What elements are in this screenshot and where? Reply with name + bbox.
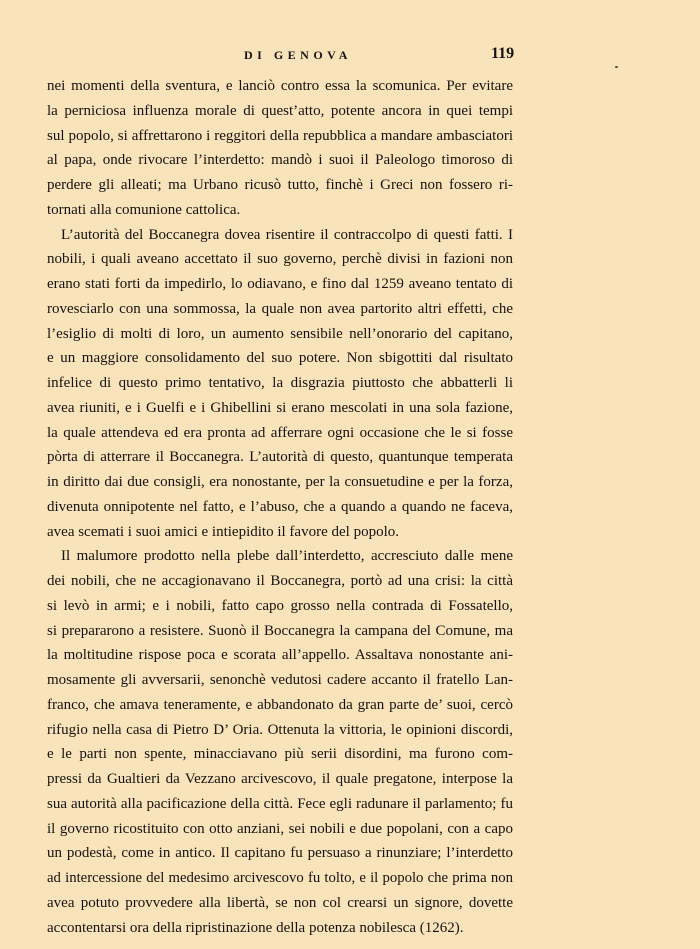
paragraph-end-line: accontentarsi ora della ripristinazione della potenza nobilesca (1262). [47, 919, 464, 936]
text-line: la moltitudine rispose poca e scorata all’appello. Assaltava nonostante ani- [47, 647, 513, 664]
text-line: mosamente gli avversarii, senonchè vedutosi cadere accanto il fratello Lan- [47, 672, 513, 688]
text-line: nei momenti della sventura, e lanciò contro essa la scomunica. Per evitare [47, 78, 513, 94]
text-line: e un maggiore consolidamento del suo potere. Non sbigottiti dal risultato [47, 350, 513, 367]
ink-speck [615, 66, 618, 68]
text-line: rovesciarlo con una sommossa, la quale non avea partorito altri effetti, che [47, 300, 513, 317]
text-line: al papa, onde rivocare l’interdetto: mandò i suoi il Paleologo timoroso di [47, 152, 513, 169]
paragraph-start-line: L’autorità del Boccanegra dovea risentire il contraccolpo di questi fatti. I [61, 226, 513, 243]
paragraph-end-line: avea scemati i suoi amici e intiepidito il favore del popolo. [47, 523, 399, 540]
text-line: pressi da Gualtieri da Vezzano arcivescovo, il quale pregatone, interpose la [47, 771, 513, 787]
text-line: sul popolo, si affrettarono i reggitori della repubblica a mandare ambasciatori [47, 127, 513, 144]
running-title: DI GENOVA [244, 48, 352, 62]
text-line: la quale attendeva ed era pronta ad afferrare ogni occasione che le si fosse [47, 424, 513, 441]
text-line: infelice di questo primo tentativo, la disgrazia piuttosto che abbatterli li [47, 375, 513, 391]
text-line: e le parti non spente, minacciavano più serii disordini, ma furono com- [47, 746, 513, 763]
page-number: 119 [491, 45, 515, 62]
text-line: perdere gli alleati; ma Urbano ricusò tutto, finchè i Greci non fossero ri- [47, 177, 513, 193]
running-head [0, 45, 700, 68]
text-line: avea potuto provvedere alla libertà, se non col crearsi un signore, dovette [47, 894, 513, 911]
text-line: franco, che amava teneramente, e abbandonato da gran parte de’ suoi, cercò [47, 696, 513, 713]
paragraph-end-line: tornati alla comunione cattolica. [47, 201, 241, 218]
text-line: in diritto dai due consigli, era nonostante, per la consuetudine e per la forza, [47, 474, 513, 490]
body-text [47, 74, 513, 940]
text-line: rifugio nella casa di Pietro D’ Oria. Ottenuta la vittoria, le opinioni discordi, [47, 721, 513, 738]
text-line: divenuta onnipotente nel fatto, e l’abuso, che a quando a quando ne faceva, [47, 498, 513, 515]
text-line: l’esiglio di molti di loro, un aumento sensibile nell’onorario del capitano, [47, 325, 513, 342]
text-line: si levò in armi; e i nobili, fatto capo grosso nella contrada di Fossatello, [47, 597, 513, 614]
text-line: un podestà, come in antico. Il capitano fu persuaso a rinunziare; l’interdetto [47, 845, 513, 862]
text-line: pòrta di atterrare il Boccanegra. L’autorità di questo, quantunque temperata [47, 449, 513, 466]
text-line: si prepararono a resistere. Suonò il Boccanegra la campana del Comune, ma [47, 622, 513, 639]
text-line: dei nobili, che ne accagionavano il Boccanegra, portò ad una crisi: la città [47, 573, 513, 589]
text-line: ad intercessione del medesimo arcivescovo fu tolto, e il popolo che prima non [47, 870, 513, 886]
paragraph-start-line: Il malumore prodotto nella plebe dall’interdetto, accresciuto dalle mene [61, 548, 513, 565]
text-line: il governo ricostituito con otto anziani, sei nobili e due popolani, con a capo [47, 820, 513, 837]
text-line: nobili, i quali aveano accettato il suo governo, perchè divisi in fazioni non [47, 251, 513, 268]
text-line: erano stati forti da impedirlo, lo odiavano, e fino dal 1259 aveano tentato di [47, 276, 513, 292]
text-line: avea riuniti, e i Guelfi e i Ghibellini si erano mescolati in una sola fazione, [47, 399, 513, 416]
text-line: la perniciosa influenza morale di quest’atto, potente ancora in quei tempi [47, 102, 513, 119]
text-line: sua autorità alla pacificazione della città. Fece egli radunare il parlamento; fu [47, 795, 513, 812]
